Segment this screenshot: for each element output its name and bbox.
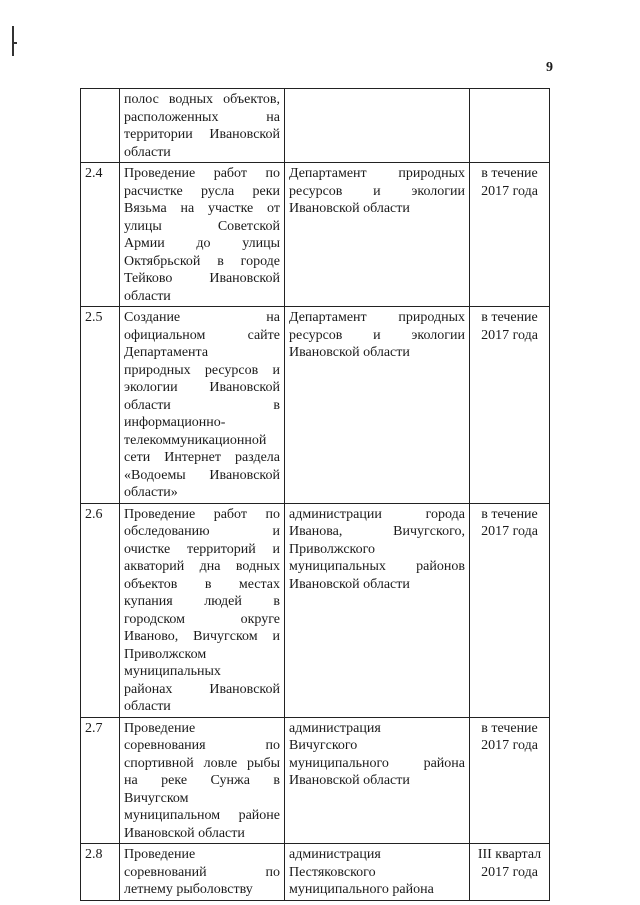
executor-cell	[285, 717, 470, 844]
task-cell-line: Проведение работ по	[124, 166, 280, 181]
task-cell-line: информационно-	[124, 415, 226, 430]
deadline-cell	[470, 844, 550, 901]
task-cell-line: экологии Ивановской	[124, 380, 280, 395]
task-cell-line: Иваново, Вичугском и	[124, 629, 280, 644]
item-number: 2.4	[81, 163, 120, 307]
executor-cell-line: Пестяковского	[289, 864, 376, 880]
executor-cell-line: Департамент природных	[289, 310, 465, 325]
executor-cell	[285, 503, 470, 717]
executor-cell-line: Иванова, Вичугского,	[289, 524, 465, 539]
executor-cell-line: муниципального района	[289, 755, 465, 771]
task-cell-line: Вичугском	[124, 790, 189, 806]
task-cell-line: телекоммуникационной	[124, 432, 267, 448]
executor-cell	[285, 163, 470, 307]
task-cell-line: очистке территорий и	[124, 541, 280, 557]
task-cell	[120, 307, 285, 504]
binding-mark-dot	[14, 42, 17, 44]
task-cell-line: Октябрьской в городе	[124, 253, 280, 269]
task-cell-line: спортивной ловле рыбы	[124, 755, 280, 771]
task-cell-line: области	[124, 699, 171, 714]
executor-cell	[285, 844, 470, 901]
deadline-cell	[470, 307, 550, 504]
task-cell-line: Ивановской области	[124, 825, 245, 841]
task-cell-line: Проведение	[124, 847, 196, 862]
deadline-line: в течение	[481, 506, 538, 522]
task-cell	[120, 844, 285, 901]
task-cell-line: области	[124, 144, 171, 160]
executor-cell-line: администрации города	[289, 506, 465, 522]
item-number: 2.5	[81, 307, 120, 504]
deadline-line: 2017 года	[481, 327, 538, 343]
task-cell-line: Департамента	[124, 345, 209, 360]
executor-cell-line: Ивановской области	[289, 345, 410, 360]
task-cell-line: сети Интернет раздела	[124, 450, 280, 465]
table-row	[81, 844, 550, 901]
task-cell-line: купания людей в	[124, 594, 280, 609]
binding-mark	[12, 26, 14, 56]
task-cell-line: Создание на	[124, 310, 280, 325]
task-cell	[120, 503, 285, 717]
table-body	[81, 89, 550, 901]
task-cell-line: Проведение работ по	[124, 506, 280, 522]
deadline-line: в течение	[481, 166, 538, 181]
task-cell-line: Армии до улицы	[124, 236, 280, 251]
executor-cell-line: Приволжского	[289, 541, 376, 557]
table-row	[81, 503, 550, 717]
deadline-line: в течение	[481, 310, 538, 325]
task-cell-line: Вязьма на участке от	[124, 201, 280, 216]
task-cell-line: расчистке русла реки	[124, 183, 280, 199]
item-number	[81, 89, 120, 163]
task-cell-line: на реке Сунжа в	[124, 773, 280, 788]
task-cell-line: области	[124, 288, 171, 304]
executor-cell-line: ресурсов и экологии	[289, 327, 465, 343]
deadline-line: 2017 года	[481, 738, 538, 753]
task-cell-line: летнему рыболовству	[124, 882, 253, 897]
executor-cell-line: Ивановской области	[289, 201, 410, 216]
task-cell-line: Проведение	[124, 720, 196, 736]
task-cell-line: городском округе	[124, 611, 280, 627]
deadline-cell	[470, 717, 550, 844]
executor-cell-line: Ивановской области	[289, 773, 410, 788]
executor-cell-line: ресурсов и экологии	[289, 183, 465, 199]
executor-cell-line: муниципальных районов	[289, 559, 465, 574]
table-row	[81, 717, 550, 844]
executor-cell	[285, 89, 470, 163]
task-cell-line: «Водоемы Ивановской	[124, 467, 280, 483]
task-cell-line: соревнований по	[124, 864, 280, 880]
task-cell-line: Тейково Ивановской	[124, 271, 280, 286]
task-cell-line: муниципальных	[124, 664, 221, 679]
executor-cell	[285, 307, 470, 504]
action-plan-table	[80, 88, 550, 901]
table-row	[81, 307, 550, 504]
task-cell-line: Приволжском	[124, 646, 207, 662]
deadline-cell	[470, 163, 550, 307]
deadline-line: 2017 года	[481, 864, 538, 880]
task-cell-line: территории Ивановской	[124, 127, 280, 142]
task-cell	[120, 163, 285, 307]
item-number: 2.8	[81, 844, 120, 901]
task-cell-line: акваторий дна водных	[124, 559, 280, 574]
task-cell-line: официальном сайте	[124, 327, 280, 343]
task-cell-line: обследованию и	[124, 524, 280, 539]
executor-cell-line: муниципального района	[289, 882, 434, 897]
task-cell-line: соревнования по	[124, 738, 280, 753]
deadline-cell	[470, 89, 550, 163]
table-row	[81, 163, 550, 307]
task-cell-line: улицы Советской	[124, 218, 280, 234]
deadline-line: III квартал	[477, 847, 542, 862]
task-cell-line: объектов в местах	[124, 576, 280, 592]
item-number: 2.7	[81, 717, 120, 844]
task-cell-line: природных ресурсов и	[124, 362, 280, 378]
deadline-line: 2017 года	[481, 524, 538, 539]
executor-cell-line: Департамент природных	[289, 166, 465, 181]
deadline-line: 2017 года	[481, 183, 538, 199]
task-cell	[120, 717, 285, 844]
task-cell-line: полос водных объектов,	[124, 92, 280, 107]
task-cell	[120, 89, 285, 163]
executor-cell-line: администрация	[289, 720, 381, 736]
table-row	[81, 89, 550, 163]
task-cell-line: области в	[124, 397, 280, 413]
deadline-cell	[470, 503, 550, 717]
executor-cell-line: Ивановской области	[289, 576, 410, 592]
task-cell-line: районах Ивановской	[124, 681, 280, 697]
executor-cell-line: Вичугского	[289, 738, 358, 753]
task-cell-line: области»	[124, 485, 178, 500]
executor-cell-line: администрация	[289, 847, 381, 862]
task-cell-line: муниципальном районе	[124, 808, 280, 823]
page-number: 9	[546, 60, 553, 75]
task-cell-line: расположенных на	[124, 109, 280, 125]
deadline-line: в течение	[481, 720, 538, 736]
item-number: 2.6	[81, 503, 120, 717]
